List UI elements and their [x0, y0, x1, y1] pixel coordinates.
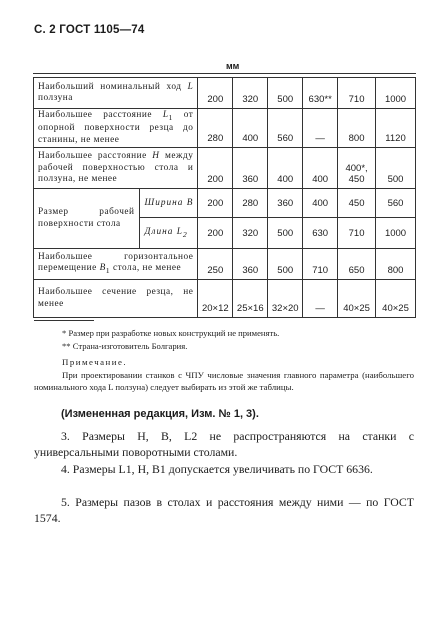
table-cell: 360	[233, 148, 268, 189]
sub-label-width: Ширина B	[139, 189, 198, 218]
table-cell: 400	[268, 148, 303, 189]
table-cell: 360	[233, 249, 268, 280]
table-cell: 500	[268, 249, 303, 280]
table-cell: 200	[198, 78, 233, 109]
table-cell: 200	[198, 189, 233, 218]
table-cell: 710	[338, 218, 376, 249]
sub-label-length: Длина $L_2$	[139, 218, 198, 249]
table-cell: 320	[233, 78, 268, 109]
table-cell: 500	[268, 78, 303, 109]
table-cell: 280	[198, 109, 233, 148]
table-row	[34, 78, 416, 109]
table-cell: 250	[198, 249, 233, 280]
table-row	[34, 109, 416, 148]
paragraph-4: 4. Размеры L1, H, B1 допускается увеличивать по ГОСТ 6636.	[61, 462, 373, 476]
table-cell: 400	[303, 189, 338, 218]
table-cell: 560	[376, 189, 416, 218]
table-cell: 1000	[376, 78, 416, 109]
footnote-1: * Размер при разработке новых конструкций не применять.	[62, 328, 280, 338]
table-row	[34, 249, 416, 280]
table-cell: 280	[233, 189, 268, 218]
table-cell: 400	[303, 148, 338, 189]
table-cell: 560	[268, 109, 303, 148]
table-row	[34, 189, 416, 218]
table-row	[34, 148, 416, 189]
row-label: Размер рабочей поверхности стола	[34, 189, 140, 249]
row-label: Наибольшее расстояние H между рабочей поверхностью стола и ползуна, не менее	[34, 148, 198, 189]
table-cell: 320	[233, 218, 268, 249]
amendment-line: (Измененная редакция, Изм. № 1, 3).	[61, 408, 259, 420]
table-row	[34, 280, 416, 318]
table-cell: 1000	[376, 218, 416, 249]
table-cell: 500	[268, 218, 303, 249]
table-cell: 400	[233, 109, 268, 148]
row-label: Наибольшее расстояние $L_1$ от опорной поверхности резца до станины, не менее	[34, 109, 198, 148]
table-cell: 710	[303, 249, 338, 280]
table-cell: 25×16	[233, 280, 268, 318]
table-cell: 200	[198, 218, 233, 249]
row-label: Наибольший номинальный ход L ползуна	[34, 78, 198, 109]
table-cell: 20×12	[198, 280, 233, 318]
footnote-2: ** Страна-изготовитель Болгария.	[62, 341, 188, 351]
table-cell: 200	[198, 148, 233, 189]
table-cell: 40×25	[338, 280, 376, 318]
units-label: мм	[226, 61, 240, 71]
footnote-rule	[34, 320, 94, 321]
table-cell: 650	[338, 249, 376, 280]
row-label: Наибольшее сечение резца, не менее	[34, 280, 198, 318]
row-label: Наибольшее горизонтальное перемещение $B_1$ стола, не менее	[34, 249, 198, 280]
table-cell: —	[303, 109, 338, 148]
spec-table	[33, 77, 416, 318]
table-cell: 500	[376, 148, 416, 189]
note-text: При проектировании станков с ЧПУ числовые значения главного параметра (наибольшего номинального хода L ползуна) следует выбирать из этой же таблицы.	[34, 370, 414, 392]
table-cell: 800	[338, 109, 376, 148]
table-cell: 360	[268, 189, 303, 218]
table-cell: —	[303, 280, 338, 318]
paragraph-5: 5. Размеры пазов в столах и расстояния между ними — по ГОСТ 1574.	[34, 495, 414, 525]
table-top-rule	[33, 73, 416, 74]
table-cell: 630	[303, 218, 338, 249]
table-cell: 40×25	[376, 280, 416, 318]
table-cell: 450	[338, 189, 376, 218]
table-cell: 32×20	[268, 280, 303, 318]
table-cell: 630**	[303, 78, 338, 109]
table-cell: 710	[338, 78, 376, 109]
page-header: С. 2 ГОСТ 1105—74	[34, 24, 145, 36]
table-cell: 800	[376, 249, 416, 280]
table-cell: 400*, 450	[338, 148, 376, 189]
table-cell: 1120	[376, 109, 416, 148]
paragraph-3: 3. Размеры H, B, L2 не распространяются на станки с универсальными поворотными столами.	[34, 429, 414, 459]
note-heading: Примечание.	[62, 357, 128, 367]
